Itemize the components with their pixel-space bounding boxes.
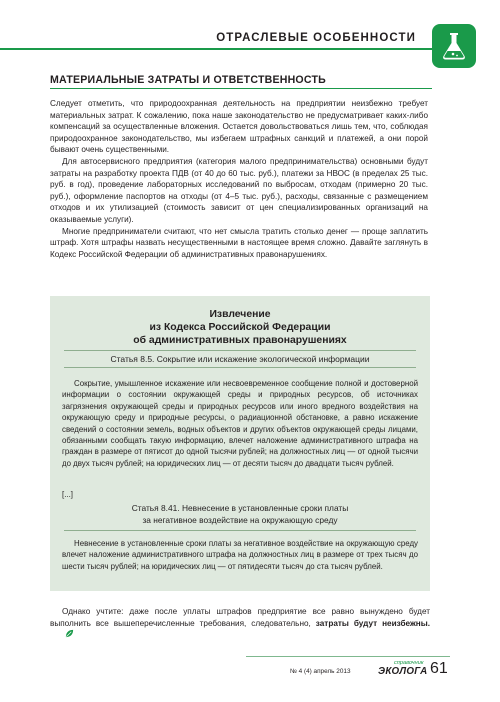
excerpt-divider (64, 367, 416, 368)
leaf-icon (53, 629, 74, 642)
article-8-5-title: Статья 8.5. Сокрытие или искажение экологической информации (110, 354, 370, 364)
excerpt-divider (64, 530, 416, 531)
conclusion-text: Однако учтите: даже после уплаты штрафов предприятие все равно вынуждено будет выполнить все вышеперечисленные требования, следовательно, (50, 607, 430, 628)
article-8-41-title-line-1: Статья 8.41. Невнесение в установленные сроки платы (131, 503, 349, 513)
excerpt-heading-line-1: Извлечение (209, 309, 271, 320)
omission-mark: [...] (62, 490, 73, 499)
section-title: МАТЕРИАЛЬНЫЕ ЗАТРАТЫ И ОТВЕТСТВЕННОСТЬ (50, 74, 326, 86)
page-header (0, 0, 500, 62)
flask-icon (440, 31, 468, 61)
brand-subtitle: справочник (394, 660, 424, 666)
body-paragraph-3: Многие предприниматели считают, что нет смысла тратить столько денег — проще заплатить штраф. Хотя штрафы назвать несущественными в настоящее время сложно. Давайте заглянуть в Кодекс Российской Федерации об административных правонарушениях. (50, 226, 428, 259)
body-paragraph-1: Следует отметить, что природоохранная деятельность на предприятии неизбежно требует материальных затрат. К сожалению, пока наше законодательство не предусматривает каких-либо компенсаций за осуществленные вложения. Остается довольствоваться лишь тем, что, соблюдая природоохранное законодательство, мы избегаем штрафных санкций и платежей, а они порой бывают очень существенными. (50, 99, 428, 155)
conclusion-line (50, 606, 430, 642)
body-text (50, 98, 428, 260)
issue-number: № 4 (4) апрель 2013 (290, 668, 351, 675)
excerpt-divider (64, 350, 416, 351)
page-number: 61 (430, 660, 448, 677)
excerpt-heading-line-2: из Кодекса Российской Федерации (149, 322, 331, 333)
article-8-5-paragraph: Сокрытие, умышленное искажение или несвоевременное сообщение полной и достоверной информации о состоянии окружающей среды и природных ресурсов, об источниках загрязнения окружающей среды и природных ресурсов или иного вредного воздействия на окружающую среду и природные ресурсы, о радиационной обстановке, а равно искажение сведений о состоянии земель, водных объектов и других объектов окружающей среды лицами, обязанными сообщать такую информацию, влечет наложение административного штрафа на граждан в размере от пятисот до одной тысячи рублей; на должностных лиц — от одной тысячи до двух тысяч рублей; на юридических лиц — от десяти тысяч до двадцати тысяч рублей. (62, 379, 418, 468)
section-category-title: ОТРАСЛЕВЫЕ ОСОБЕННОСТИ (216, 32, 416, 44)
article-8-41-paragraph: Невнесение в установленные сроки платы за негативное воздействие на окружающую среду влечет наложение административного штрафа на должностных лиц в размере от трех тысяч до шести тысяч рублей; на юридических лиц — от пятидесяти тысяч до ста тысяч рублей. (62, 539, 418, 571)
header-rule (0, 48, 432, 50)
category-badge (432, 24, 476, 68)
conclusion-bold-text: затраты будут неизбежны. (315, 618, 430, 628)
footer-rule (246, 656, 450, 657)
excerpt-heading-line-3: об административных правонарушениях (133, 335, 347, 346)
code-excerpt-box (50, 296, 430, 591)
conclusion-paragraph (50, 606, 430, 642)
body-paragraph-2: Для автосервисного предприятия (категория малого предпринимательства) основными будут затраты на разработку проекта ПДВ (от 40 до 60 тыс. руб.), платежи за НВОС (в пределах 25 тыс. руб. в год), проведение лабораторных исследований по выбросам, отходам (примерно 20 тыс. руб.), оформление паспортов на отходы (от 4–5 тыс. руб.), расходы, связанные с размещением отходов и их утилизацией (стоимость зависит от цен специализированных организаций на оказываемые услуги). (50, 156, 428, 224)
article-8-41-title-line-2: за негативное воздействие на окружающую среду (142, 515, 338, 525)
article-8-5-text (62, 378, 418, 469)
excerpt-heading (50, 308, 430, 347)
article-8-41-text (62, 538, 418, 572)
brand-name: ЭКОЛОГА (378, 666, 428, 677)
article-8-41-title (50, 502, 430, 526)
section-rule (50, 88, 432, 89)
